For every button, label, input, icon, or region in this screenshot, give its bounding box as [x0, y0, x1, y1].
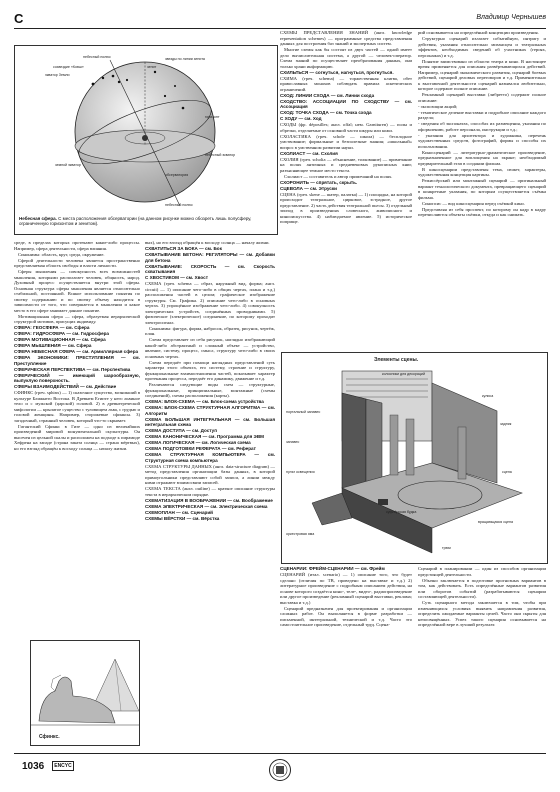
fig1-label-2: экватор Земли — [45, 73, 70, 77]
column-5 — [280, 566, 412, 748]
fig3-label-6: сцена — [502, 470, 512, 474]
col2-entry: СХЕМА ДОСТУПА — см. Доступ — [145, 428, 217, 433]
col2-entry: СХЕМА ПОДГОТОВКИ РЕФЕРАТА — см. Реферат — [145, 446, 256, 451]
col1-para: Сферой деятельности человека является пространственно представляемая область свободы и власти личности. — [14, 257, 140, 268]
col4-list-item: - сведения об экспонатах, способах их размещения, указания по оформлению, работе персонала, инструкции и т.д.; — [418, 121, 546, 132]
fig1-label-0: небесный полюс — [83, 55, 111, 59]
col1-para: Мотивационная сфера — сфера, образуемая иерархической структурой мотивов, присущих индивиду. — [14, 313, 140, 324]
col3-entry: СХОЛИЯ (греч. scholia — объяснение, толкование) — примечание на полях античных и средневековых рукописных книг, разъясняющее темное место текста. — [280, 156, 412, 173]
col1-entry: СФЕРА МЫШЛЕНИЯ — см. Сфера — [14, 343, 92, 348]
col3-entry: СХОЛИАСТ — см. Схолия — [280, 150, 338, 156]
col5-entry: СЦЕНАРИЙ (итал. scenario) — 1) описание того, что будет сделано (отличия по ТВ, проведено на выставке и т.д.) 2) литературное произведение с подробным описанием действия, на основе которого создаётся кино-, теле-, видео-, радиопроизведение или другое произведение (рекламный сценарий выставки, реклама; выставка и т.д.) — [280, 572, 412, 605]
col2-entry: СХЕМА ЭЛЕКТРИЧЕСКАЯ — см. Электрическая схема — [145, 503, 268, 509]
col2-entry: СХВАТЫВАНИЕ: СКОРОСТЬ — см. Скорость схватывания — [145, 263, 275, 274]
stage-elements-figure — [281, 352, 548, 564]
col4-para: Представляя из себя проспект, по которому он кадр в кадру перечисляются объекты съёмки, откуда и как снимать. — [418, 206, 546, 217]
fig1-caption-text: С места расположения обсерватории (на данном рисунке можно обозреть лишь полусферу, ограниченную горизонтом и зенитом). — [19, 216, 252, 227]
col1-entry: СФЕРА ЭКОНОМИКИ: ПРЕСТУПЛЕНИЯ — см. Преступление — [14, 355, 140, 366]
col4-list-item: - тематическое деление выставки и подробное описание каждого раздела; — [418, 109, 546, 120]
col2-entry: СХЕМОПЛАН — см. Сценарий — [145, 509, 213, 515]
col6-para: Обычно заключается в подготовке прогнозных вариантов в том, как действовать. Есть определённые вариантов развития или оборотов событий (разрабатываются сценарии составляющей деятельности). — [418, 577, 546, 599]
fig3-label-3: портальный занавес — [286, 410, 321, 414]
col3-entry: СХИМА (греч. schema) — торжественная клятва, обет православных монахов соблюдать правила аскетических ограничений. — [280, 75, 412, 92]
page-number: 1036 — [22, 761, 45, 772]
col2-para: Схема передаёт при помощи наглядных представлений суть характера этого объекта, его систему, строение и структуру, функциональные взаимоотношения частей, показывает характер протекания процесса, передаёт его динамику, движение и т.д. — [145, 359, 275, 381]
portal-curtain — [342, 393, 366, 493]
fig1-label-9: земной экватор — [55, 163, 81, 167]
column-2 — [145, 240, 275, 748]
col4-para: Рекламный сценарий выставки (либретто) содержит полное описание: — [418, 92, 546, 103]
fig3-label-4: занавес — [286, 440, 300, 444]
fig1-label-4: зенит — [147, 65, 157, 69]
fig3-label-10: трюм — [442, 546, 451, 550]
col1-entry: СФЕРА МОТИВАЦИОННАЯ — см. Сфера — [14, 337, 106, 342]
stage-diagram — [282, 353, 547, 563]
col3-para: Многие схемы как бы состоят из двух частей — одной имеет дело вычислительная система, а другой — человек-оператор. Схема знаний по осуществляет преобразования данных, они только храни информацию. — [280, 47, 412, 69]
col1-entry: СФЕРА: ГЕОСФЕРА — см. Сфера — [14, 325, 90, 330]
col4-para: Киносценарий — литературно-драматическое произведение, предназначенное для воплощения на экране; необходимый предварительный этап в создании фильма. — [418, 149, 546, 166]
col3-entry: СЦЕВОЛА — см. Этруски — [280, 185, 337, 191]
col2-para: Схема представляет из себя рисунок, наглядно изображающий какой-либо абстрактный и сложный объект — устройство, явление, систему, процесс, смысл, структуру чего-либо в своих основных чертах. — [145, 337, 275, 359]
col6-para: Сценарий в планировании — один из способов организации предстоящей деятельности. — [418, 566, 546, 577]
col3-entry: СХОЛАСТИКА (греч. schole — школа) — бесплодное умствование; формальные и безполезные знания; «школьный» вопрос в умственном развитии науки. — [280, 133, 412, 150]
col2-entry: СХВАТЫВАНИЕ БЕТОНА: РЕГУЛЯТОРЫ — см. Добавки для бетона — [145, 252, 275, 263]
col1-entry: СФЕРИЧЕСКАЯ ПЕРСПЕКТИВА — см. Перспектива — [14, 366, 131, 372]
fig3-label-8: оркестровая яма — [286, 532, 315, 536]
col2-entry: СХЕМА ЛОГИЧЕСКАЯ — см. Логическая схема — [145, 440, 251, 445]
col4-para: рий основывается на определённой концепции произведения. — [418, 30, 539, 35]
col2-entry: СХЕМА СТРУКТУРЫ ДАННЫХ (англ. data-structure diagram) — метод представления организации базы данных, в которой прямоугольники представляют собой записи, а линии между ними отражают взаимосвязи записей. — [145, 463, 275, 485]
col2-entry: С ХВОСТИКОМ — см. Хвост — [145, 275, 208, 280]
column-6 — [418, 566, 546, 748]
column-4 — [418, 30, 546, 348]
sphinx-figure — [30, 640, 140, 746]
col1-entry: СФЕРА НЕБЕСНАЯ СФЕРА — см. Армиллярная сфера — [14, 349, 139, 354]
fig1-caption — [19, 216, 273, 227]
col3-entry: СХОРОНИТЬ — спрятать, скрыть. — [280, 179, 358, 185]
col2-para: Различаются следующие виды схем — структурные, функциональные, принципиальные, монтажные (схемы соединений), схемы расположения (карты). — [145, 382, 275, 398]
col2-para: Синонимы: фигура, форма, набросок, образец, рисунок, чертёж, план. — [145, 325, 275, 336]
col1-entry: СФЕРА: ГИДРОСФЕРА — см. Гидросфера — [14, 331, 109, 336]
col4-list-item: - указания для архитектора и художника, перечень художественных средств, фотографий, формы и способы их использования. — [418, 132, 546, 149]
col4-para: Режиссёрский или монтажный сценарий — оригинальный вариант технологического документа, превращающего сценарий в конкретные указания, по которым осуществляется съёмка фильма. — [418, 178, 546, 200]
col6-para: Суть сценарного метода заключается в том, чтобы при изменяющихся условиях выявить направления развития, определить ожидаемые варианты целей. Часто они скрыты для непосвящённых. Успех такого сценария основывается на определённой вере в лучший результат. — [418, 600, 546, 627]
col3-entry: СХИЛЬТЬСЯ — согнуться, нагнуться, прогнуться. — [280, 69, 394, 75]
header-letter: С — [14, 11, 24, 26]
col2-entry: СХЕМАТИЗАЦИЯ В ВООБРАЖЕНИИ — см. Воображение — [145, 497, 273, 503]
col1-para: Синонимы: область, круг, среда, окружение. — [18, 251, 105, 257]
fig1-label-3: звезды по линии зенита — [165, 57, 205, 61]
fig1-label-1: созвездие «Ковш» — [53, 65, 84, 69]
col3-para: Схолиаст — составитель и автор примечаний на полях. — [284, 173, 393, 179]
col2-entry: СХЕМА БОЛЬШАЯ ИНТЕГРАЛЬНАЯ — см. Большая интегральная схема — [145, 416, 275, 427]
col1-entry: СФИНКС (греч. sphinx) — 1) сказочное существо, возникший в культуре Ближнего Востока. В Древнем Египте у него львиное тело и с мужской (царской) головой. 2) в древнегреческой мифологии — крылатое существо с туловищем льва, с грудью и головой женщины. Например, сторожевые сфинксы. 3) загадочный, странный человек, который что-то скрывает. — [14, 390, 140, 423]
col2-entry: СХЕМА ТЕКСТА (англ. outline) — краткое описание структуры текста в иерархическом порядке. — [145, 486, 275, 497]
fig3-label-9: вращающаяся сцена — [478, 520, 513, 524]
encyclopedia-mark: ENCYC — [52, 761, 74, 771]
col1-para: Сферы мышления — совокупность всех возможностей мышления, которыми располагает человек, общность, народ. Духовный процесс осуществляется внутри этой сферы. Основная структура сферы мышления является относительно стабильной, постоянной. Всякое использование понятия по своему содержанию и по своему объему находится в зависимости от того, что совершается в мышлении и какое место в его сфере занимает данное понятие. — [14, 269, 140, 313]
col3-entry: СХОД: ТОЧКА СХОДА — см. Точка схода — [280, 110, 372, 115]
header-rule — [14, 28, 546, 29]
col4-para: В киносценарии представлены тема, сюжет, характеры, художественная концепция картины. — [418, 166, 546, 177]
col1-entry: СФЕРИЧЕСКИЙ — имеющий шарообразную, выпуклую поверхность. — [14, 372, 140, 383]
fig3-label-5: пульт освещения — [286, 470, 315, 474]
celestial-sphere-figure — [14, 45, 278, 235]
fig3-label-0: колосники для декораций — [382, 372, 425, 376]
col4-para: Синопсис — вид киносценария перед съёмкой кино. — [422, 200, 526, 206]
col2-entry: СХЕМА СТРУКТУРНАЯ КОМПЬЮТЕРА — см. Структурная схема компьютера — [145, 452, 275, 463]
col4-para: Понятие заимствовано из области театра и кино. В настоящее время применяется для описания развёртывающихся действий. Например, сценарий экономического развития, сценарий боевых действий, сценарий деловых переговоров и т.д. Применительно к выставочной деятельности сценарий назывался любительно, которое содержит полное описание. — [418, 58, 546, 91]
sphinx-drawing — [31, 641, 139, 745]
fig3-label-1: кулиса — [482, 394, 494, 398]
col2-entry: СХЕМА: БЛОК-СХЕМА СТРУКТУРНАЯ АЛГОРИТМА — см. Алгоритм — [145, 405, 275, 416]
col3-entry: СХОДСТВО: АССОЦИАЦИИ ПО СХОДСТВУ — см. Ассоциация — [280, 98, 412, 109]
col3-entry: С ХОДУ — см. Ход — [280, 116, 322, 121]
celestial-sphere-diagram — [15, 46, 277, 216]
col1-entry: СФЕРЫ ВЗАИМОДЕЙСТВИЙ — см. Действие — [14, 384, 117, 389]
fig1-label-6: небесный экватор — [205, 153, 236, 157]
col5-para: Сценарий предназначен для проектирования и организации сложных работ. Он выполняется в форме разработки — письменной, интегральной, технической и т.д. Часто это самостоятельное произведение, отдельный труд. Сцена- — [280, 605, 412, 627]
col4-para: Структурно сценарий излагает событийную, интригу и действия, указания относительно мизансцен и театральных эффектов, необходимых сведений об участниках (героях, персонажах) и т.д. — [418, 36, 546, 58]
col3-entry: СЦЕНА (греч. skene — шатер, палатка) — 1) площадка, на которой происходит театральное, цирковое, эстрадное, другое представление. 2) часть действия театральной пьесы. 3) отдельный эпизод в произведениях словесного, живописного и кинооискусства. 4) наблюдаемое явление. 5) историческое поприще. — [280, 191, 412, 224]
column-3 — [280, 30, 412, 348]
header-author: Владимир Чернышев — [476, 14, 546, 21]
col1-para: среде, в пределах которых протекают какие-либо процессы. Например, сфера деятельности, сфера влияния. — [14, 240, 140, 251]
footer-rule — [14, 753, 546, 754]
sphinx-caption: Сфинкс. — [39, 734, 60, 740]
earth-point — [142, 135, 148, 141]
fig1-label-7: обсерватория — [165, 173, 189, 177]
publisher-emblem-icon — [268, 758, 292, 782]
col2-entry: СХЕМА КАНОНИЧЕСКАЯ — см. Программа для ЭВМ — [145, 434, 264, 439]
col3-entry: СХЕМЫ ПРЕДСТАВЛЕНИЯ ЗНАНИЙ (англ. knowledge representation schemes) — программные средства представления данных для построения баз знаний и экспертных систем. — [280, 30, 412, 46]
fig3-label-7: суфлёрская будка — [386, 510, 417, 514]
fig1-label-8: небесный полюс — [165, 203, 193, 207]
col4-list-item: - экспозиции акций; — [418, 103, 458, 109]
col2-para: вых), но его взгляд обращён к восходу солнца — началу жизни. — [145, 240, 270, 245]
fig1-label-5: горизонт — [205, 115, 220, 119]
col1-para: Гигантский Сфинкс в Гизе — одно из величайших произведений мировой монументальной скульптуры. Он высечен из цельной скалы и расположен на подходе к пирамиде Хефрена на западе (страна заката солнца — страна мёртвых), но его взгляд обращён к восходу солнца — началу жизни. — [14, 423, 140, 451]
fig1-caption-title: Небесная сфера. — [19, 216, 57, 221]
col2-entry: СХЕМА: БЛОК-СХЕМА — см. Блок-схема устройства — [145, 399, 264, 404]
col3-entry: СХОДЫ (фр. déposilles; англ. offal; нем. Garnituren) — полы и обрезки, отделяемые от основной части шкуры или кожи. — [280, 122, 412, 133]
prompter-box — [378, 499, 388, 505]
col5-entry: СЦЕНАРИИ: ФРЕЙМ-СЦЕНАРИИ — см. Фрейм — [280, 566, 385, 571]
fig3-label-2: задник — [500, 422, 512, 426]
fig3-title: Элементы сцены. — [374, 357, 419, 363]
col3-entry: СХОД: ЛИНИИ СХОДА — см. Линии схода — [280, 92, 375, 98]
col2-entry: СХЕМА (греч. schema — образ, наружный вид, форма; англ. circuit) — 1) описание чего-либо в общих чертах, плана и т.д.) расположения частей в целом; графическое изображение структуры. См. Графика. 2) описание чего-либо в основных чертах. 3) упрощённое изображение чего-либо. 4) совокупность электрических устройств, соединённых проводниками. 5) физическое (электрическое) соединение, по которому проходит электросигнал. — [145, 281, 275, 325]
col2-entry: СХВАТИТЬСЯ ЗА БОКА — см. Бок — [145, 246, 222, 251]
col2-entry: СХЕМЫ ВЁРСТКИ — см. Вёрстка — [145, 515, 220, 521]
